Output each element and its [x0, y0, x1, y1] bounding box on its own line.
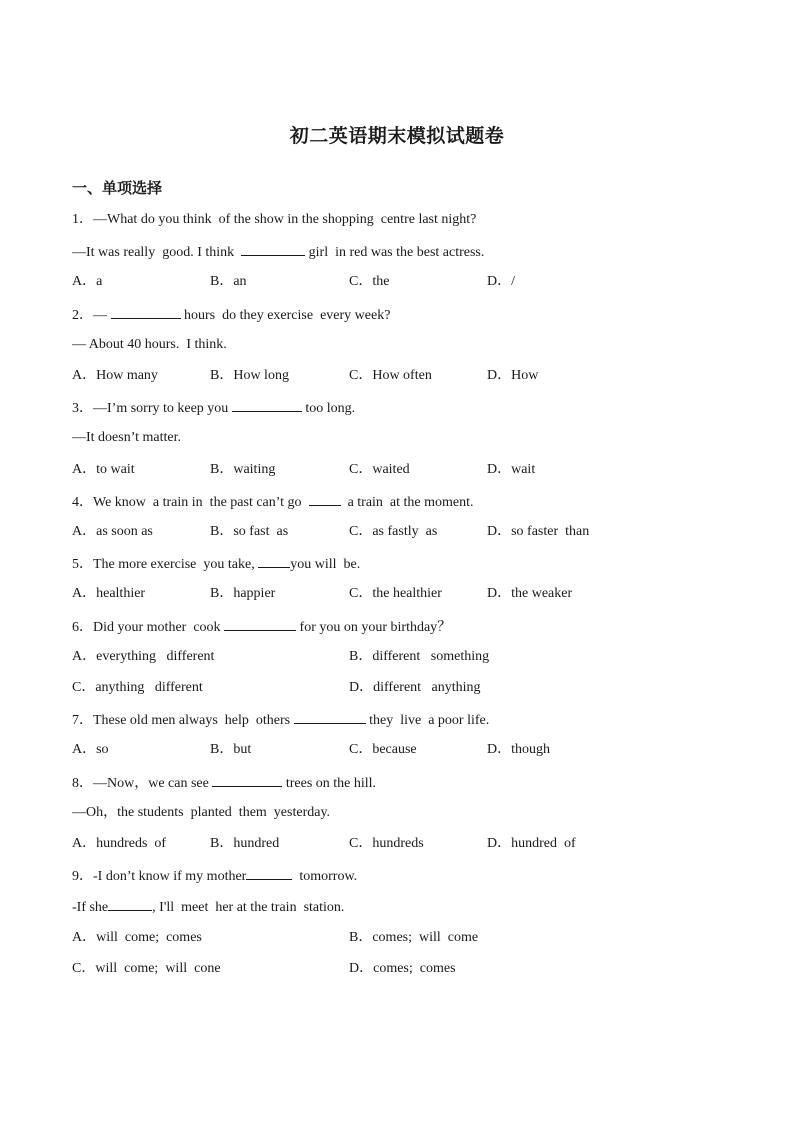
option-c: C．will come; will cone [72, 961, 221, 976]
answer-blank [108, 896, 152, 911]
question-9-line-1: 9．-I don’t know if my mother tomorrow. [72, 865, 357, 887]
option-d: D．wait [487, 462, 536, 477]
option-c: C．hundreds [349, 836, 424, 851]
question-9-line-2: -If she , I'll meet her at the train station. [72, 896, 344, 918]
question-5-line-1: 5．The more exercise you take, you will be. [72, 553, 360, 575]
question-8-line-2: —Oh，the students planted them yesterday. [72, 805, 331, 820]
question-4-line-1: 4．We know a train in the past can’t go a train at the moment. [72, 491, 474, 513]
option-d: D．different anything [349, 680, 481, 695]
option-a: A．as soon as [72, 524, 153, 539]
answer-blank [224, 616, 296, 631]
answer-blank [294, 709, 366, 724]
option-b: B．waiting [210, 462, 276, 477]
option-c: C．as fastly as [349, 524, 438, 539]
option-c: C．the [349, 274, 390, 289]
option-d: D．How [487, 368, 539, 383]
option-a: A．How many [72, 368, 158, 383]
option-d: D．hundred of [487, 836, 576, 851]
page-title: 初二英语期末模拟试题卷 [289, 125, 505, 147]
option-b: B．How long [210, 368, 289, 383]
question-3-line-2: —It doesn’t matter. [72, 430, 181, 445]
answer-blank [246, 865, 292, 880]
option-b: B．but [210, 742, 252, 757]
option-c: C．waited [349, 462, 410, 477]
option-c: C．because [349, 742, 417, 757]
option-a: A．everything different [72, 649, 215, 664]
question-8-line-1: 8．—Now，we can see trees on the hill. [72, 772, 376, 794]
option-a: A．hundreds of [72, 836, 167, 851]
answer-blank [232, 397, 302, 412]
option-b: B．an [210, 274, 247, 289]
option-b: B．comes; will come [349, 930, 479, 945]
option-d: D．the weaker [487, 586, 573, 601]
question-1-line-1: 1．—What do you think of the show in the shopping centre last night? [72, 212, 477, 227]
option-c: C．How often [349, 368, 432, 383]
question-6-line-1: 6．Did your mother cook for you on your birthday？ [72, 616, 451, 638]
option-c: C．anything different [72, 680, 203, 695]
option-d: D．/ [487, 274, 515, 289]
option-d: D．so faster than [487, 524, 590, 539]
option-b: B．different something [349, 649, 490, 664]
answer-blank [309, 491, 341, 506]
option-c: C．the healthier [349, 586, 442, 601]
answer-blank [241, 241, 305, 256]
option-d: D．though [487, 742, 550, 757]
option-a: A．to wait [72, 462, 135, 477]
option-b: B．so fast as [210, 524, 289, 539]
question-3-line-1: 3．—I’m sorry to keep you too long. [72, 397, 355, 419]
option-b: B．hundred [210, 836, 280, 851]
option-d: D．comes; comes [349, 961, 456, 976]
section-heading: 一、单项选择 [72, 179, 163, 197]
answer-blank [111, 304, 181, 319]
option-a: A．will come; comes [72, 930, 202, 945]
question-2-line-1: 2．— hours do they exercise every week? [72, 304, 390, 326]
question-7-line-1: 7．These old men always help others they live a poor life. [72, 709, 489, 731]
option-a: A．so [72, 742, 109, 757]
option-b: B．happier [210, 586, 276, 601]
option-a: A．a [72, 274, 103, 289]
question-2-line-2: — About 40 hours. I think. [72, 337, 227, 352]
option-a: A．healthier [72, 586, 146, 601]
answer-blank [212, 772, 282, 787]
answer-blank [258, 553, 290, 568]
question-1-line-2: —It was really good. I think girl in red was the best actress. [72, 241, 484, 263]
